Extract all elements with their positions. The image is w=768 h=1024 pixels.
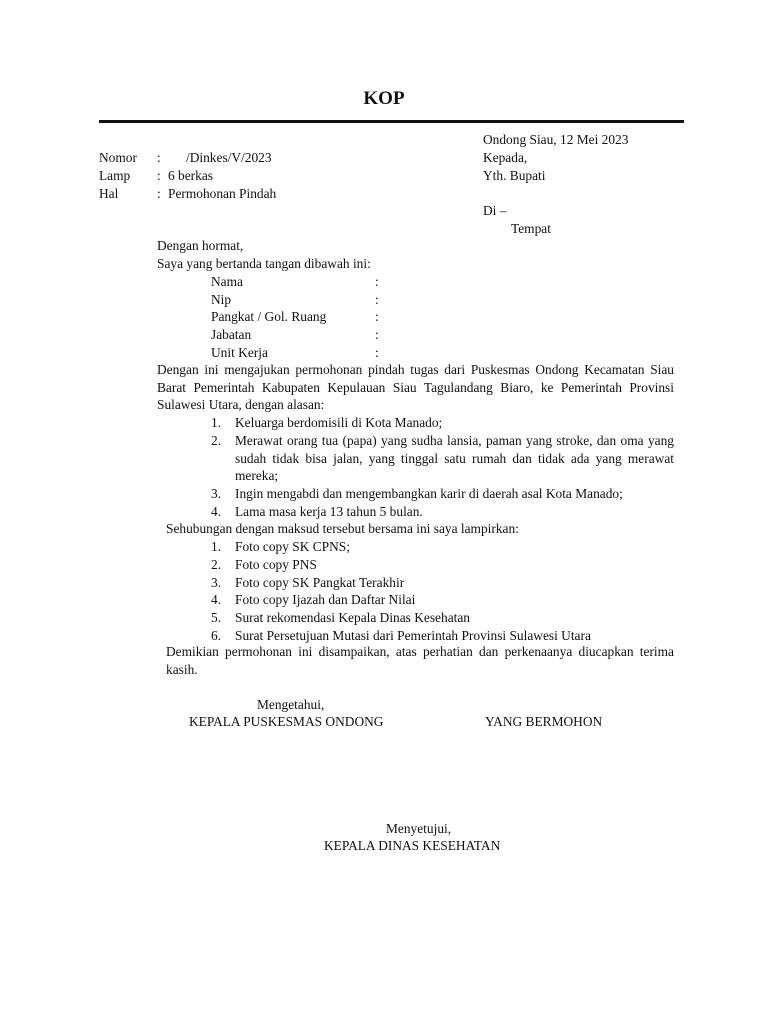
recipient-place: Tempat [511,221,551,236]
meta-sep: : [157,168,161,183]
list-number: 6. [211,628,222,643]
attachment-item [211,591,674,609]
list-number: 1. [211,415,222,430]
recipient-name: Yth. Bupati [483,168,546,183]
attachment-item [211,538,674,556]
field-sep: : [375,292,379,307]
attachment-item [211,627,674,645]
recipient-di: Di – [483,203,507,218]
list-item [211,485,674,503]
meta-value-lamp: 6 berkas [168,168,213,183]
recipient-to: Kepada, [483,150,528,165]
list-number: 3. [211,486,222,501]
list-number: 2. [211,433,222,448]
field-label-nama: Nama [211,274,243,289]
list-number: 4. [211,504,222,519]
field-label-pangkat: Pangkat / Gol. Ruang [211,309,327,324]
list-item [211,503,674,521]
list-item [211,414,674,432]
meta-label-hal: Hal [99,186,119,201]
field-label-unit-kerja: Unit Kerja [211,345,268,360]
field-sep: : [375,345,379,360]
list-number: 5. [211,610,222,625]
list-text: Foto copy SK CPNS; [235,539,350,554]
list-text: Lama masa kerja 13 tahun 5 bulan. [235,504,423,519]
signature-approved-label: Menyetujui, [386,821,452,836]
signature-applicant: YANG BERMOHON [485,714,603,729]
field-label-jabatan: Jabatan [211,327,252,342]
greeting: Dengan hormat, [157,238,244,253]
attachment-item [211,609,674,627]
closing-paragraph: Demikian permohonan ini disampaikan, atas perhatian dan perkenaanya diucapkan terima kasih. [166,644,674,677]
list-text: Foto copy Ijazah dan Daftar Nilai [235,592,416,607]
signature-head-puskesmas: KEPALA PUSKESMAS ONDONG [189,714,384,729]
list-number: 2. [211,557,222,572]
field-label-nip: Nip [211,292,232,307]
field-sep: : [375,309,379,324]
meta-value-hal: Permohonan Pindah [168,186,277,201]
list-number: 4. [211,592,222,607]
attachments-intro: Sehubungan dengan maksud tersebut bersama ini saya lampirkan: [166,521,519,536]
attachment-item [211,556,674,574]
meta-sep: : [157,150,161,165]
list-text: Surat rekomendasi Kepala Dinas Kesehatan [235,610,470,625]
meta-label-lamp: Lamp [99,168,131,183]
meta-value-nomor: /Dinkes/V/2023 [186,150,272,165]
letter-date: Ondong Siau, 12 Mei 2023 [483,132,629,147]
signature-head-dinas: KEPALA DINAS KESEHATAN [324,838,501,853]
list-number: 3. [211,575,222,590]
list-text: Merawat orang tua (papa) yang sudha lansia, paman yang stroke, dan oma yang sudah tidak bisa jalan, yang tinggal satu rumah dan tidak ada yang merawat mereka; [235,433,674,483]
letterhead-rule [99,120,684,123]
list-text: Keluarga berdomisili di Kota Manado; [235,415,443,430]
list-text: Surat Persetujuan Mutasi dari Pemerintah Provinsi Sulawesi Utara [235,628,591,643]
meta-sep: : [157,186,161,201]
list-text: Foto copy PNS [235,557,317,572]
field-sep: : [375,327,379,342]
letterhead-title: KOP [363,88,405,109]
signature-known-label: Mengetahui, [257,697,325,712]
meta-label-nomor: Nomor [99,150,137,165]
attachment-item [211,574,674,592]
field-sep: : [375,274,379,289]
list-item [211,432,674,485]
list-text: Foto copy SK Pangkat Terakhir [235,575,405,590]
list-text: Ingin mengabdi dan mengembangkan karir di daerah asal Kota Manado; [235,486,623,501]
list-number: 1. [211,539,222,554]
body-paragraph: Dengan ini mengajukan permohonan pindah tugas dari Puskesmas Ondong Kecamatan Siau Barat Pemerintah Kabupaten Kepulauan Siau Tagulandang Biaro, ke Pemerintah Provinsi Sulawesi Utara, dengan alasan: [157,362,674,412]
intro-line: Saya yang bertanda tangan dibawah ini: [157,256,371,271]
